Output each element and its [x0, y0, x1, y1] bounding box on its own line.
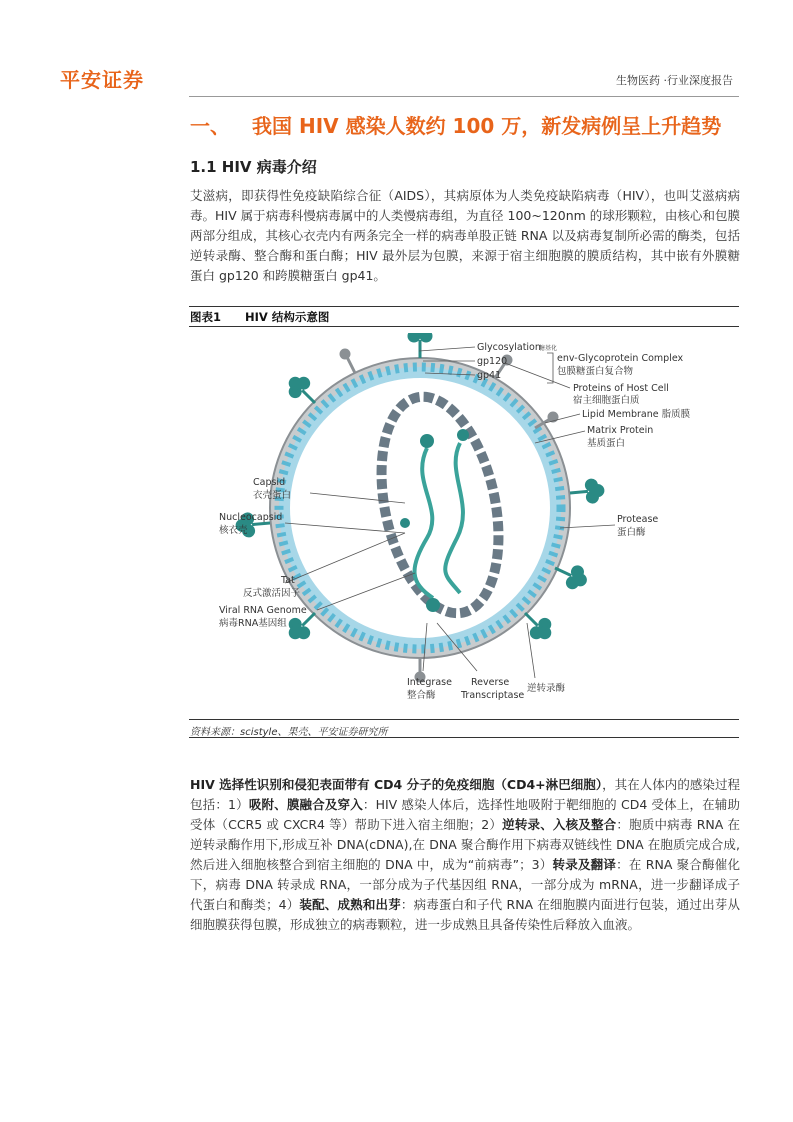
source-rule [189, 737, 739, 738]
emphasis-text: 转录及翻译 [552, 857, 617, 872]
emphasis-text: HIV 选择性识别和侵犯表面带有 CD4 分子的免疫细胞（CD4+淋巴细胞） [190, 777, 603, 792]
label-env-en: env-Glycoprotein Complex [557, 353, 684, 364]
figure-caption [190, 309, 329, 325]
label-integrase-cn: 整合酶 [407, 690, 436, 701]
section-heading [190, 110, 721, 139]
body-text: ：胞质中病毒 RNA 在逆转录酶作用下,形成互补 DNA(cDNA),在 DNA 聚合酶作用下病毒双链线性 DNA 在胞质完成合成,然后进入细胞核整合到宿主细胞的 DNA 中，成为“前病毒”；3） [190, 817, 740, 872]
body-text: ：HIV 感染人体后，选择性地吸附于靶细胞的 CD4 受体上，在辅助受体（CCR5 或 CXCR4 等）帮助下进入宿主细胞；2） [190, 797, 740, 832]
label-matrix-cn: 基质蛋白 [587, 438, 626, 449]
label-glycosylation-cn: 糖基化 [539, 345, 558, 352]
figure-title: HIV 结构示意图 [245, 310, 330, 324]
label-integrase-en: Integrase [407, 677, 452, 688]
integrase-icon [420, 434, 434, 448]
section-number: 一、 [190, 114, 230, 138]
figure-label: 图表1 [190, 310, 222, 324]
label-rt-en2: Transcriptase [461, 690, 525, 701]
label-host-cn: 宿主细胞蛋白质 [573, 395, 640, 406]
emphasis-text: 逆转录、入核及整合 [502, 817, 617, 832]
emphasis-text: 装配、成熟和出芽 [299, 897, 401, 912]
label-matrix-en: Matrix Protein [587, 425, 654, 436]
label-lipid: Lipid Membrane 脂质膜 [582, 409, 691, 420]
glycoprotein-spike [409, 333, 431, 358]
label-glycosylation: Glycosylation [477, 342, 541, 353]
glycoprotein-spike [569, 479, 604, 504]
infection-process-paragraph [190, 775, 740, 935]
body-text: ，其在人体内的感染过程包括：1） [190, 777, 740, 812]
label-capsid-en: Capsid [253, 477, 286, 488]
section-title: 我国 HIV 感染人数约 100 万，新发病例呈上升趋势 [252, 114, 722, 138]
label-rna-en: Viral RNA Genome [219, 605, 307, 616]
figure-bottom-rule [189, 719, 739, 720]
label-gp41: gp41 [477, 370, 502, 381]
label-nucleocapsid-en: Nucleocapsid [219, 512, 283, 523]
label-env-cn: 包膜糖蛋白复合物 [557, 366, 634, 377]
label-nucleocapsid-cn: 核衣壳 [219, 525, 248, 536]
label-rt-en1: Reverse [471, 677, 510, 688]
label-rt-cn: 逆转录酶 [527, 683, 566, 694]
label-capsid-cn: 衣壳蛋白 [253, 490, 292, 501]
figure-title-rule [189, 326, 739, 327]
figure-source: 资料来源：scistyle、果壳、平安证券研究所 [190, 727, 388, 738]
tat-icon [400, 518, 410, 528]
reverse-transcriptase-icon [426, 598, 440, 612]
subsection-heading: 1.1 HIV 病毒介绍 [190, 158, 317, 176]
label-tat-en: Tat [281, 575, 295, 586]
intro-paragraph: 艾滋病，即获得性免疫缺陷综合征（AIDS），其病原体为人类免疫缺陷病毒（HIV），也叫艾滋病病毒。HIV 属于病毒科慢病毒属中的人类慢病毒组，为直径 100~120nm 的球形颗粒，由核心和包膜两部分组成，其核心衣壳内有两条完全一样的病毒单股正链 RNA 以及病毒复制所必需的酶类，包括逆转录酶、整合酶和蛋白酶；HIV 最外层为包膜，来源于宿主细胞膜的膜质结构，其中嵌有外膜糖蛋白 gp120 和跨膜糖蛋白 gp41。 [190, 188, 740, 283]
protease-icon [457, 429, 469, 441]
label-host-en: Proteins of Host Cell [573, 383, 669, 394]
label-rna-cn: 病毒RNA基因组 [219, 618, 287, 629]
label-tat-cn: 反式激活因子 [243, 588, 301, 599]
body-text: ：在 RNA 聚合酶催化下，病毒 DNA 转录成 RNA，一部分成为子代基因组 RNA，一部分成为 mRNA，进一步翻译成子代蛋白和酶类；4） [190, 857, 740, 912]
header-divider [189, 96, 739, 97]
hiv-structure-diagram [205, 333, 725, 713]
brand-logo: 平安证券 [60, 68, 144, 92]
label-protease-en: Protease [617, 514, 659, 525]
emphasis-text: 吸附、膜融合及穿入 [248, 797, 363, 812]
label-protease-cn: 蛋白酶 [617, 527, 646, 538]
figure-top-rule [189, 306, 739, 307]
body-text: ：病毒蛋白和子代 RNA 在细胞膜内面进行包装，通过出芽从细胞膜获得包膜，形成独立的病毒颗粒，进一步成熟且具备传染性后释放入血液。 [190, 897, 740, 932]
label-gp120: gp120 [477, 356, 508, 367]
report-category: 生物医药 ·行业深度报告 [616, 74, 733, 87]
